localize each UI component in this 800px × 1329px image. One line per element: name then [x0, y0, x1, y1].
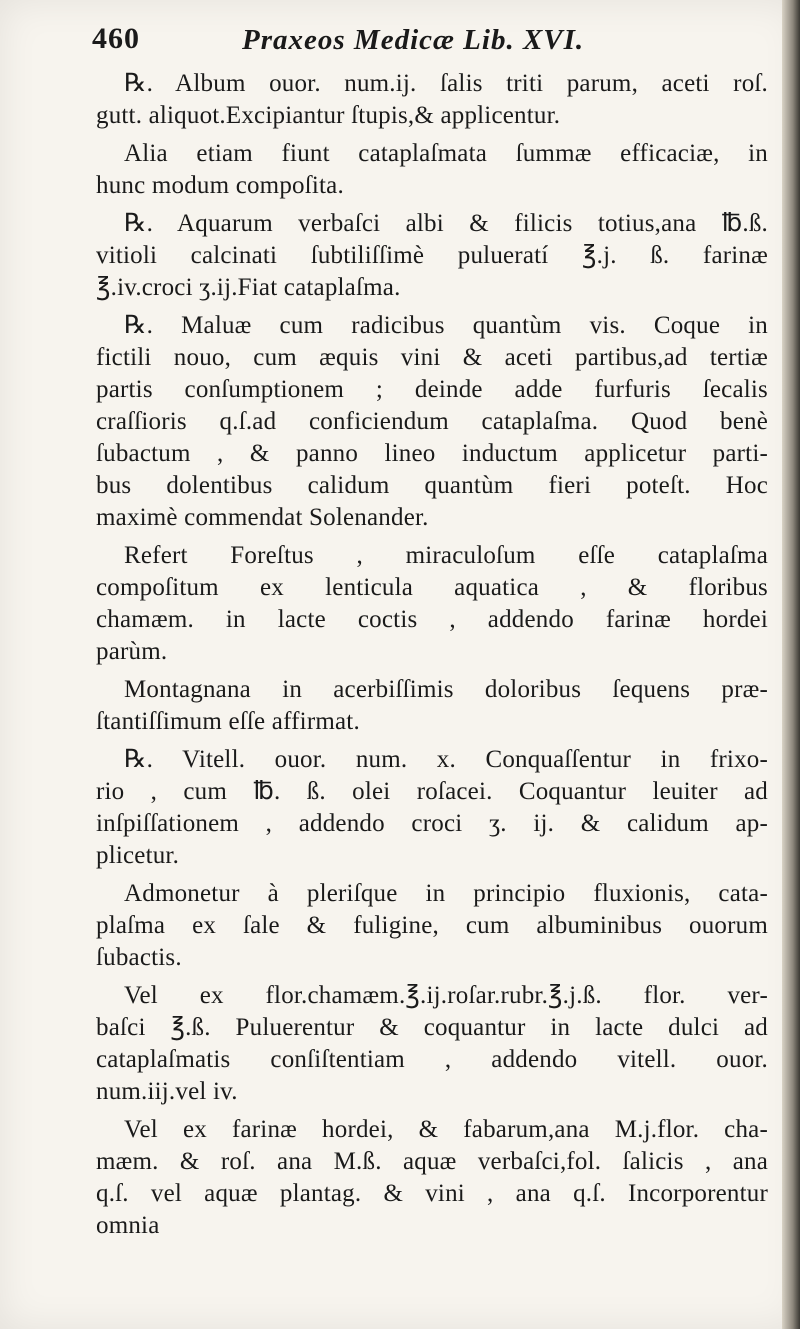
- text-line: maximè commendat Solenander.: [96, 504, 429, 531]
- text-line: baſci ℥.ß. Puluerentur & coquantur in lacte dulci ad: [96, 1014, 768, 1041]
- text-line: ſtantiſſimum eſſe affirmat.: [96, 708, 360, 735]
- text-line: Montagnana in acerbiſſimis doloribus ſequens præ-: [124, 676, 768, 703]
- text-line: fictili nouo, cum æquis vini & aceti partibus,ad tertiæ: [96, 344, 768, 371]
- text-line: num.iij.vel iv.: [96, 1078, 238, 1105]
- text-line: bus dolentibus calidum quantùm fieri poteſt. Hoc: [96, 472, 768, 499]
- text-line: plaſma ex ſale & fuligine, cum albuminibus ouorum: [96, 912, 768, 939]
- text-line: hunc modum compoſita.: [96, 172, 344, 199]
- text-line: ℞. Vitell. ouor. num. x. Conquaſſentur in frixo-: [124, 746, 768, 773]
- paragraph: [96, 208, 768, 304]
- paragraph: [96, 540, 768, 668]
- text-line: inſpiſſationem , addendo croci ʒ. ij. & calidum ap-: [96, 810, 768, 837]
- text-line: Vel ex farinæ hordei, & fabarum,ana M.j.flor. cha-: [124, 1116, 768, 1143]
- text-line: chamæm. in lacte coctis , addendo farinæ hordei: [96, 606, 768, 633]
- text-line: craſſioris q.ſ.ad conficiendum cataplaſma. Quod benè: [96, 408, 768, 435]
- text-line: gutt. aliquot.Excipiantur ſtupis,& applicentur.: [96, 102, 561, 129]
- text-line: Vel ex flor.chamæm.℥.ij.roſar.rubr.℥.j.ß. flor. ver-: [124, 982, 768, 1009]
- text-line: cataplaſmatis conſiſtentiam , addendo vitell. ouor.: [96, 1046, 768, 1073]
- text-line: Refert Foreſtus , miraculoſum eſſe cataplaſma: [124, 542, 768, 569]
- text-line: ℥.iv.croci ʒ.ij.Fiat cataplaſma.: [96, 274, 401, 301]
- text-line: mæm. & roſ. ana M.ß. aquæ verbaſci,fol. ſalicis , ana: [96, 1148, 768, 1175]
- paragraph: [96, 138, 768, 202]
- text-line: partis conſumptionem ; deinde adde furfuris ſecalis: [96, 376, 768, 403]
- paragraph: [96, 674, 768, 738]
- paragraph: [96, 744, 768, 872]
- text-line: Admonetur à pleriſque in principio fluxionis, cata-: [124, 880, 768, 907]
- paragraph: [96, 68, 768, 132]
- text-line: compoſitum ex lenticula aquatica , & floribus: [96, 574, 768, 601]
- text-line: vitioli calcinati ſubtiliſſimè pulueratí ℥.j. ß. farinæ: [96, 242, 768, 269]
- paragraph: [96, 1114, 768, 1242]
- page-header: [92, 22, 732, 62]
- text-line: parùm.: [96, 638, 168, 665]
- text-line: ℞. Album ouor. num.ij. ſalis triti parum, aceti roſ.: [124, 70, 768, 97]
- paragraph: [96, 878, 768, 974]
- paragraph: [96, 980, 768, 1108]
- text-line: ſubactum , & panno lineo inductum applicetur parti-: [96, 440, 768, 467]
- page-number: 460: [92, 22, 140, 55]
- text-line: ℞. Aquarum verbaſci albi & filicis totius,ana ℔.ß.: [124, 210, 768, 237]
- text-line: plicetur.: [96, 842, 180, 869]
- text-line: q.ſ. vel aquæ plantag. & vini , ana q.ſ. Incorporentur: [96, 1180, 768, 1207]
- book-gutter-shadow: [782, 0, 800, 1329]
- text-line: rio , cum ℔. ß. olei roſacei. Coquantur leuiter ad: [96, 778, 768, 805]
- text-line: ℞. Maluæ cum radicibus quantùm vis. Coque in: [124, 312, 768, 339]
- running-title: Praxeos Medicæ Lib. XVI.: [242, 24, 585, 56]
- paragraph: [96, 310, 768, 534]
- body-text: [96, 68, 768, 1248]
- text-line: omnia: [96, 1212, 160, 1239]
- text-line: ſubactis.: [96, 944, 182, 971]
- text-line: Alia etiam fiunt cataplaſmata ſummæ efficaciæ, in: [124, 140, 768, 167]
